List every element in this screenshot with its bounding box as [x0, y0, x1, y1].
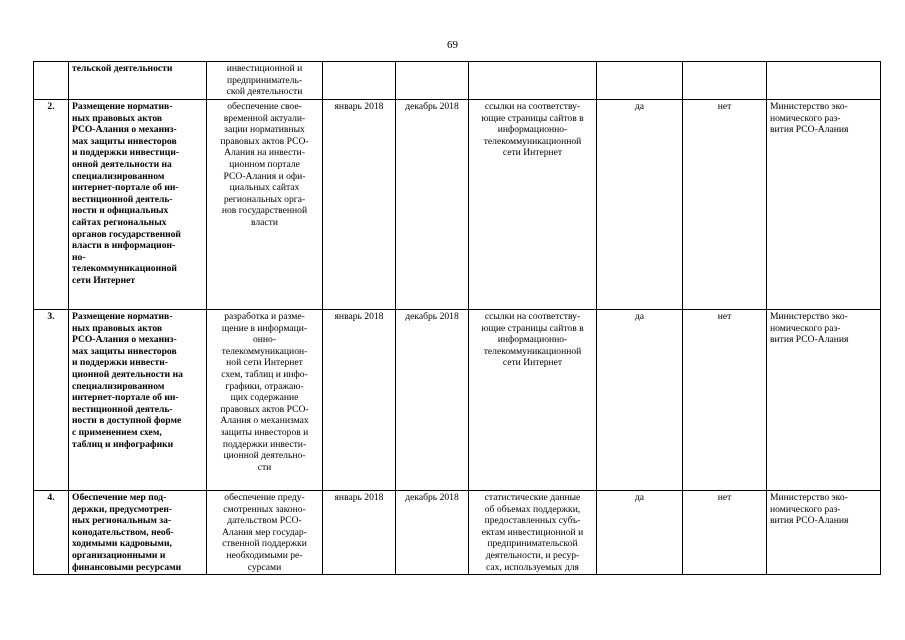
row-number-text: 2.	[47, 101, 55, 112]
expected-result	[469, 62, 597, 100]
column-8-value-text: нет	[717, 492, 732, 503]
expected-result	[469, 310, 597, 491]
responsible-executor	[767, 491, 881, 575]
responsible-executor	[767, 310, 881, 491]
page-number: 69	[447, 39, 458, 51]
measure-name	[69, 310, 207, 491]
expected-result	[469, 100, 597, 310]
measure-goal	[207, 310, 323, 491]
table-row	[34, 62, 881, 100]
expected-result	[469, 491, 597, 575]
start-date	[323, 491, 396, 575]
measure-goal	[207, 62, 323, 100]
column-8-value-text: нет	[717, 101, 732, 112]
expected-result-text: ссылки на соответству- ющие страницы сайтов в информационно- телекоммуникационной сети Интернет	[481, 311, 584, 369]
end-date	[396, 491, 469, 575]
row-number-text: 4.	[47, 492, 55, 503]
end-date	[396, 100, 469, 310]
responsible-executor-text: Министерство эко- номического раз- вития РСО-Алания	[770, 311, 849, 346]
table-row	[34, 100, 881, 310]
column-7-value	[597, 62, 683, 100]
measure-name-text: тельской деятельности	[72, 63, 173, 74]
end-date-text: декабрь 2018	[405, 101, 459, 112]
row-number	[34, 310, 69, 491]
measure-name-text: Обеспечение мер под- держки, предусмотрен- ных региональным за- конодательством, необ- ходимыми кадровыми, организационными и финансовыми ресурсами	[72, 492, 182, 573]
measure-name	[69, 62, 207, 100]
measure-name-text: Размещение норматив- ных правовых актов РСО-Алания о механиз- мах защиты инвесторов и поддержки инвести- ционной деятельности на специализированном интернет-портале об ин- вестиционной деятель- ности в доступной форме с применением схем, таблиц и инфографики	[72, 311, 183, 450]
column-7-value-text: да	[634, 101, 645, 112]
row-number	[34, 100, 69, 310]
end-date	[396, 310, 469, 491]
measure-goal-text: обеспечение свое- временной актуали- зации нормативных правовых актов РСО- Алания на инвести- ционном портале РСО-Алания и офи- циальных сайтах региональных орга- нов государственной власти	[220, 101, 309, 228]
measure-name	[69, 491, 207, 575]
measures-table	[33, 61, 881, 575]
responsible-executor	[767, 62, 881, 100]
column-8-value	[683, 310, 767, 491]
measure-goal-text: инвестиционной и предприниматель- ской деятельности	[226, 63, 303, 98]
responsible-executor-text: Министерство эко- номического раз- вития РСО-Алания	[770, 492, 849, 527]
start-date	[323, 62, 396, 100]
column-7-value	[597, 100, 683, 310]
end-date-text: декабрь 2018	[405, 311, 459, 322]
start-date-text: январь 2018	[334, 101, 384, 112]
column-7-value-text: да	[634, 311, 645, 322]
start-date-text: январь 2018	[334, 311, 384, 322]
end-date-text: декабрь 2018	[405, 492, 459, 503]
table-row	[34, 310, 881, 491]
measure-goal	[207, 100, 323, 310]
column-8-value	[683, 62, 767, 100]
end-date	[396, 62, 469, 100]
row-number	[34, 491, 69, 575]
start-date-text: январь 2018	[334, 492, 384, 503]
measure-name-text: Размещение норматив- ных правовых актов РСО-Алания о механиз- мах защиты инвесторов и поддержки инвестици- онной деятельности на специализированном интернет-портале об ин- вестиционной деятель- ности и официальных сайтах региональных органов государственной власти в информацион- но- телекоммуникационной сети Интернет	[72, 101, 181, 286]
column-8-value	[683, 491, 767, 575]
column-7-value	[597, 310, 683, 491]
expected-result-text: статистические данные об объемах поддержки, предоставленных субъ- ектам инвестиционной и предпринимательской деятельности, и ресур- сах, используемых для	[481, 492, 584, 573]
responsible-executor	[767, 100, 881, 310]
measure-goal	[207, 491, 323, 575]
column-8-value	[683, 100, 767, 310]
measure-name	[69, 100, 207, 310]
table-row	[34, 491, 881, 575]
expected-result-text: ссылки на соответству- ющие страницы сайтов в информационно- телекоммуникационной сети Интернет	[481, 101, 584, 159]
responsible-executor-text: Министерство эко- номического раз- вития РСО-Алания	[770, 101, 849, 136]
measure-goal-text: обеспечение преду- смотренных законо- дательством РСО- Алания мер государ- ственной поддержки необходимыми ре- сурсами	[222, 492, 307, 573]
measure-goal-text: разработка и разме- щение в информаци- онно- телекоммуникацион- ной сети Интернет схем, таблиц и инфо- графики, отражаю- щих содержание правовых актов РСО- Алания о механизмах защиты инвесторов и поддержки инвести- ционной деятельно- сти	[220, 311, 309, 473]
column-7-value-text: да	[634, 492, 645, 503]
start-date	[323, 310, 396, 491]
row-number	[34, 62, 69, 100]
column-7-value	[597, 491, 683, 575]
start-date	[323, 100, 396, 310]
row-number-text: 3.	[47, 311, 55, 322]
column-8-value-text: нет	[717, 311, 732, 322]
